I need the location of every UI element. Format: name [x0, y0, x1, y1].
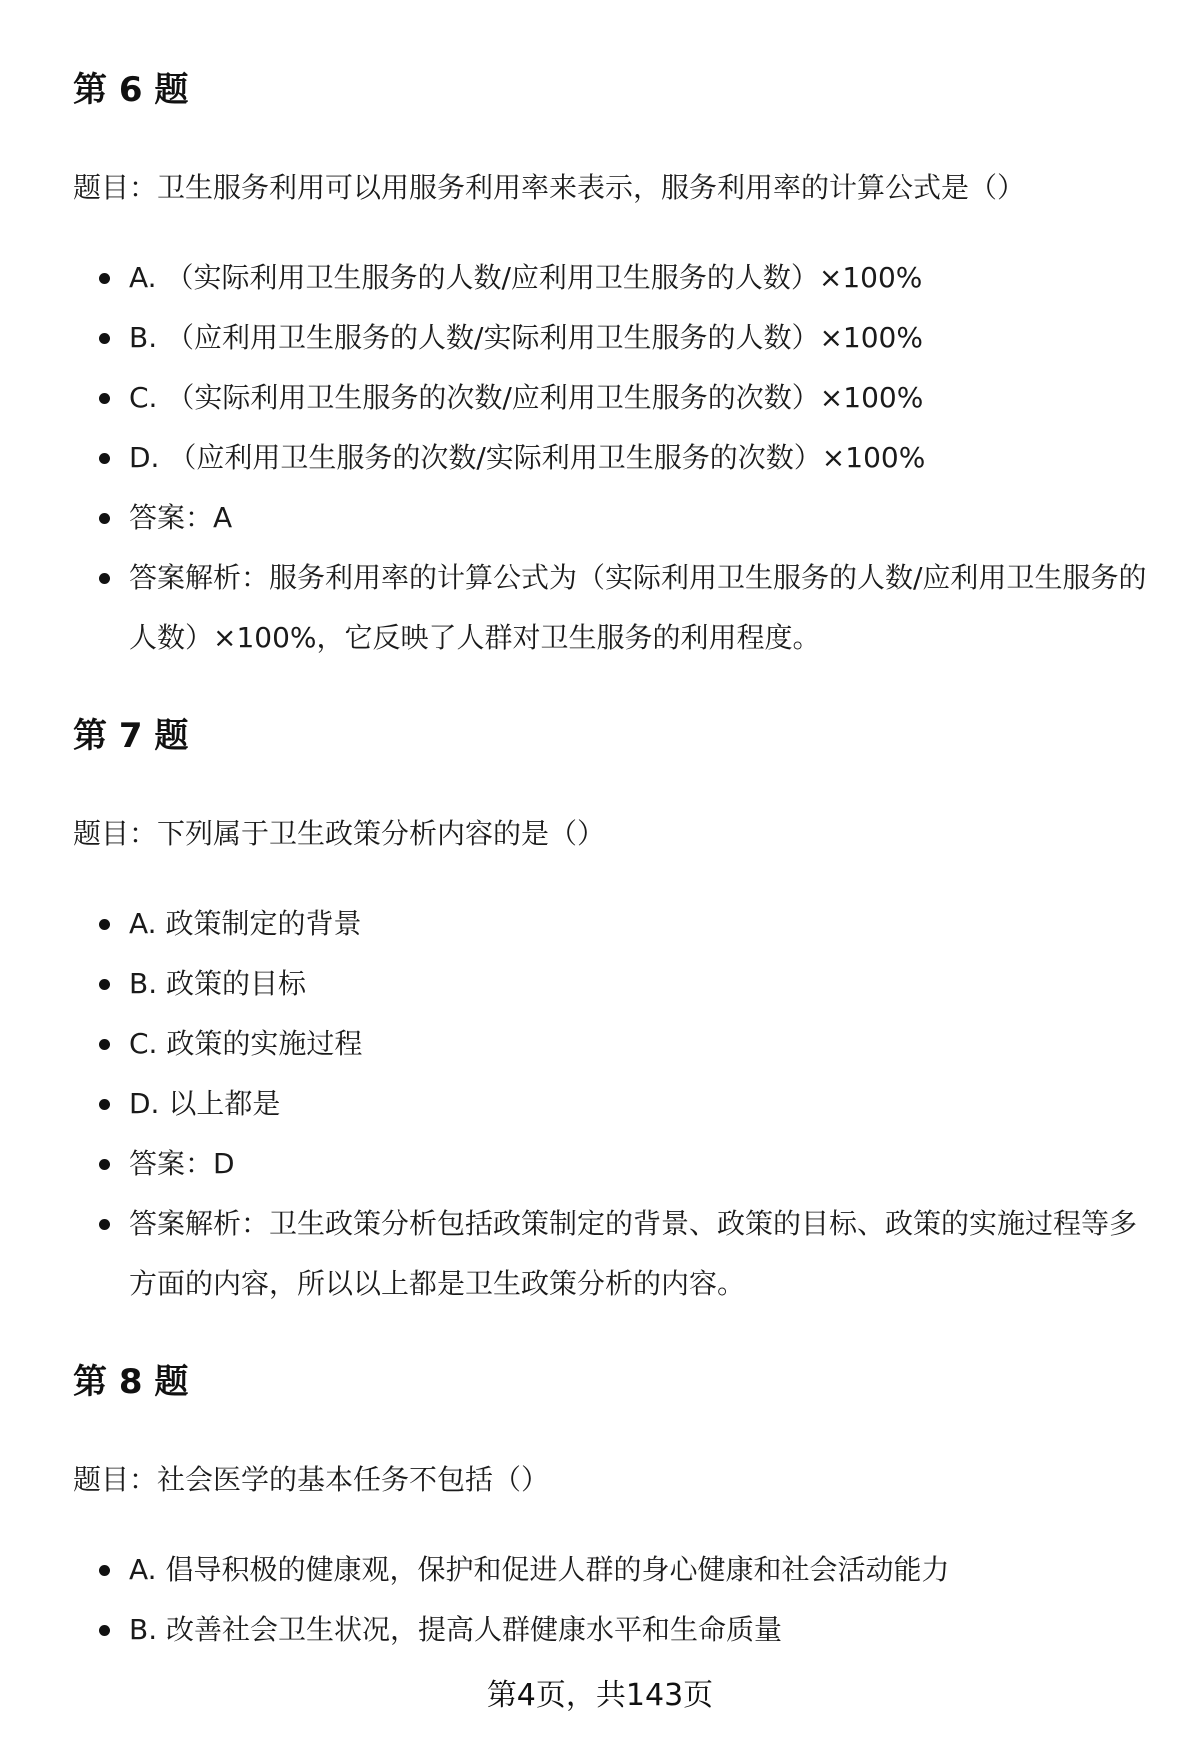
question-heading: 第 7 题: [73, 716, 189, 756]
option-b: B. 政策的目标: [99, 954, 1159, 1014]
option-d: D. （应利用卫生服务的次数/实际利用卫生服务的次数）×100%: [99, 428, 1159, 488]
option-c: C. 政策的实施过程: [99, 1014, 1159, 1074]
question-heading: 第 6 题: [73, 70, 189, 110]
page-footer: 第4页，共143页: [486, 1678, 714, 1713]
option-list: [99, 248, 1159, 668]
option-a: A. 政策制定的背景: [99, 894, 1159, 954]
option-a: A. 倡导积极的健康观，保护和促进人群的身心健康和社会活动能力: [99, 1540, 1159, 1600]
question-heading: 第 8 题: [73, 1362, 189, 1402]
question-stem: 题目：卫生服务利用可以用服务利用率来表示，服务利用率的计算公式是（）: [73, 171, 1026, 204]
question-8: [73, 1362, 1163, 1646]
answer: 答案：D: [99, 1134, 1159, 1194]
answer: 答案：A: [99, 488, 1159, 548]
question-6: [73, 70, 1163, 654]
option-c: C. （实际利用卫生服务的次数/应利用卫生服务的次数）×100%: [99, 368, 1159, 428]
option-b: B. 改善社会卫生状况，提高人群健康水平和生命质量: [99, 1600, 1159, 1660]
option-b: B. （应利用卫生服务的人数/实际利用卫生服务的人数）×100%: [99, 308, 1159, 368]
answer-explanation: 答案解析：卫生政策分析包括政策制定的背景、政策的目标、政策的实施过程等多方面的内容，所以以上都是卫生政策分析的内容。: [99, 1194, 1159, 1314]
option-d: D. 以上都是: [99, 1074, 1159, 1134]
option-a: A. （实际利用卫生服务的人数/应利用卫生服务的人数）×100%: [99, 248, 1159, 308]
question-7: [73, 716, 1163, 1300]
question-stem: 题目：社会医学的基本任务不包括（）: [73, 1463, 550, 1496]
question-stem: 题目：下列属于卫生政策分析内容的是（）: [73, 817, 606, 850]
option-list: [99, 1540, 1159, 1660]
option-list: [99, 894, 1159, 1314]
answer-explanation: 答案解析：服务利用率的计算公式为（实际利用卫生服务的人数/应利用卫生服务的人数）×100%，它反映了人群对卫生服务的利用程度。: [99, 548, 1159, 668]
